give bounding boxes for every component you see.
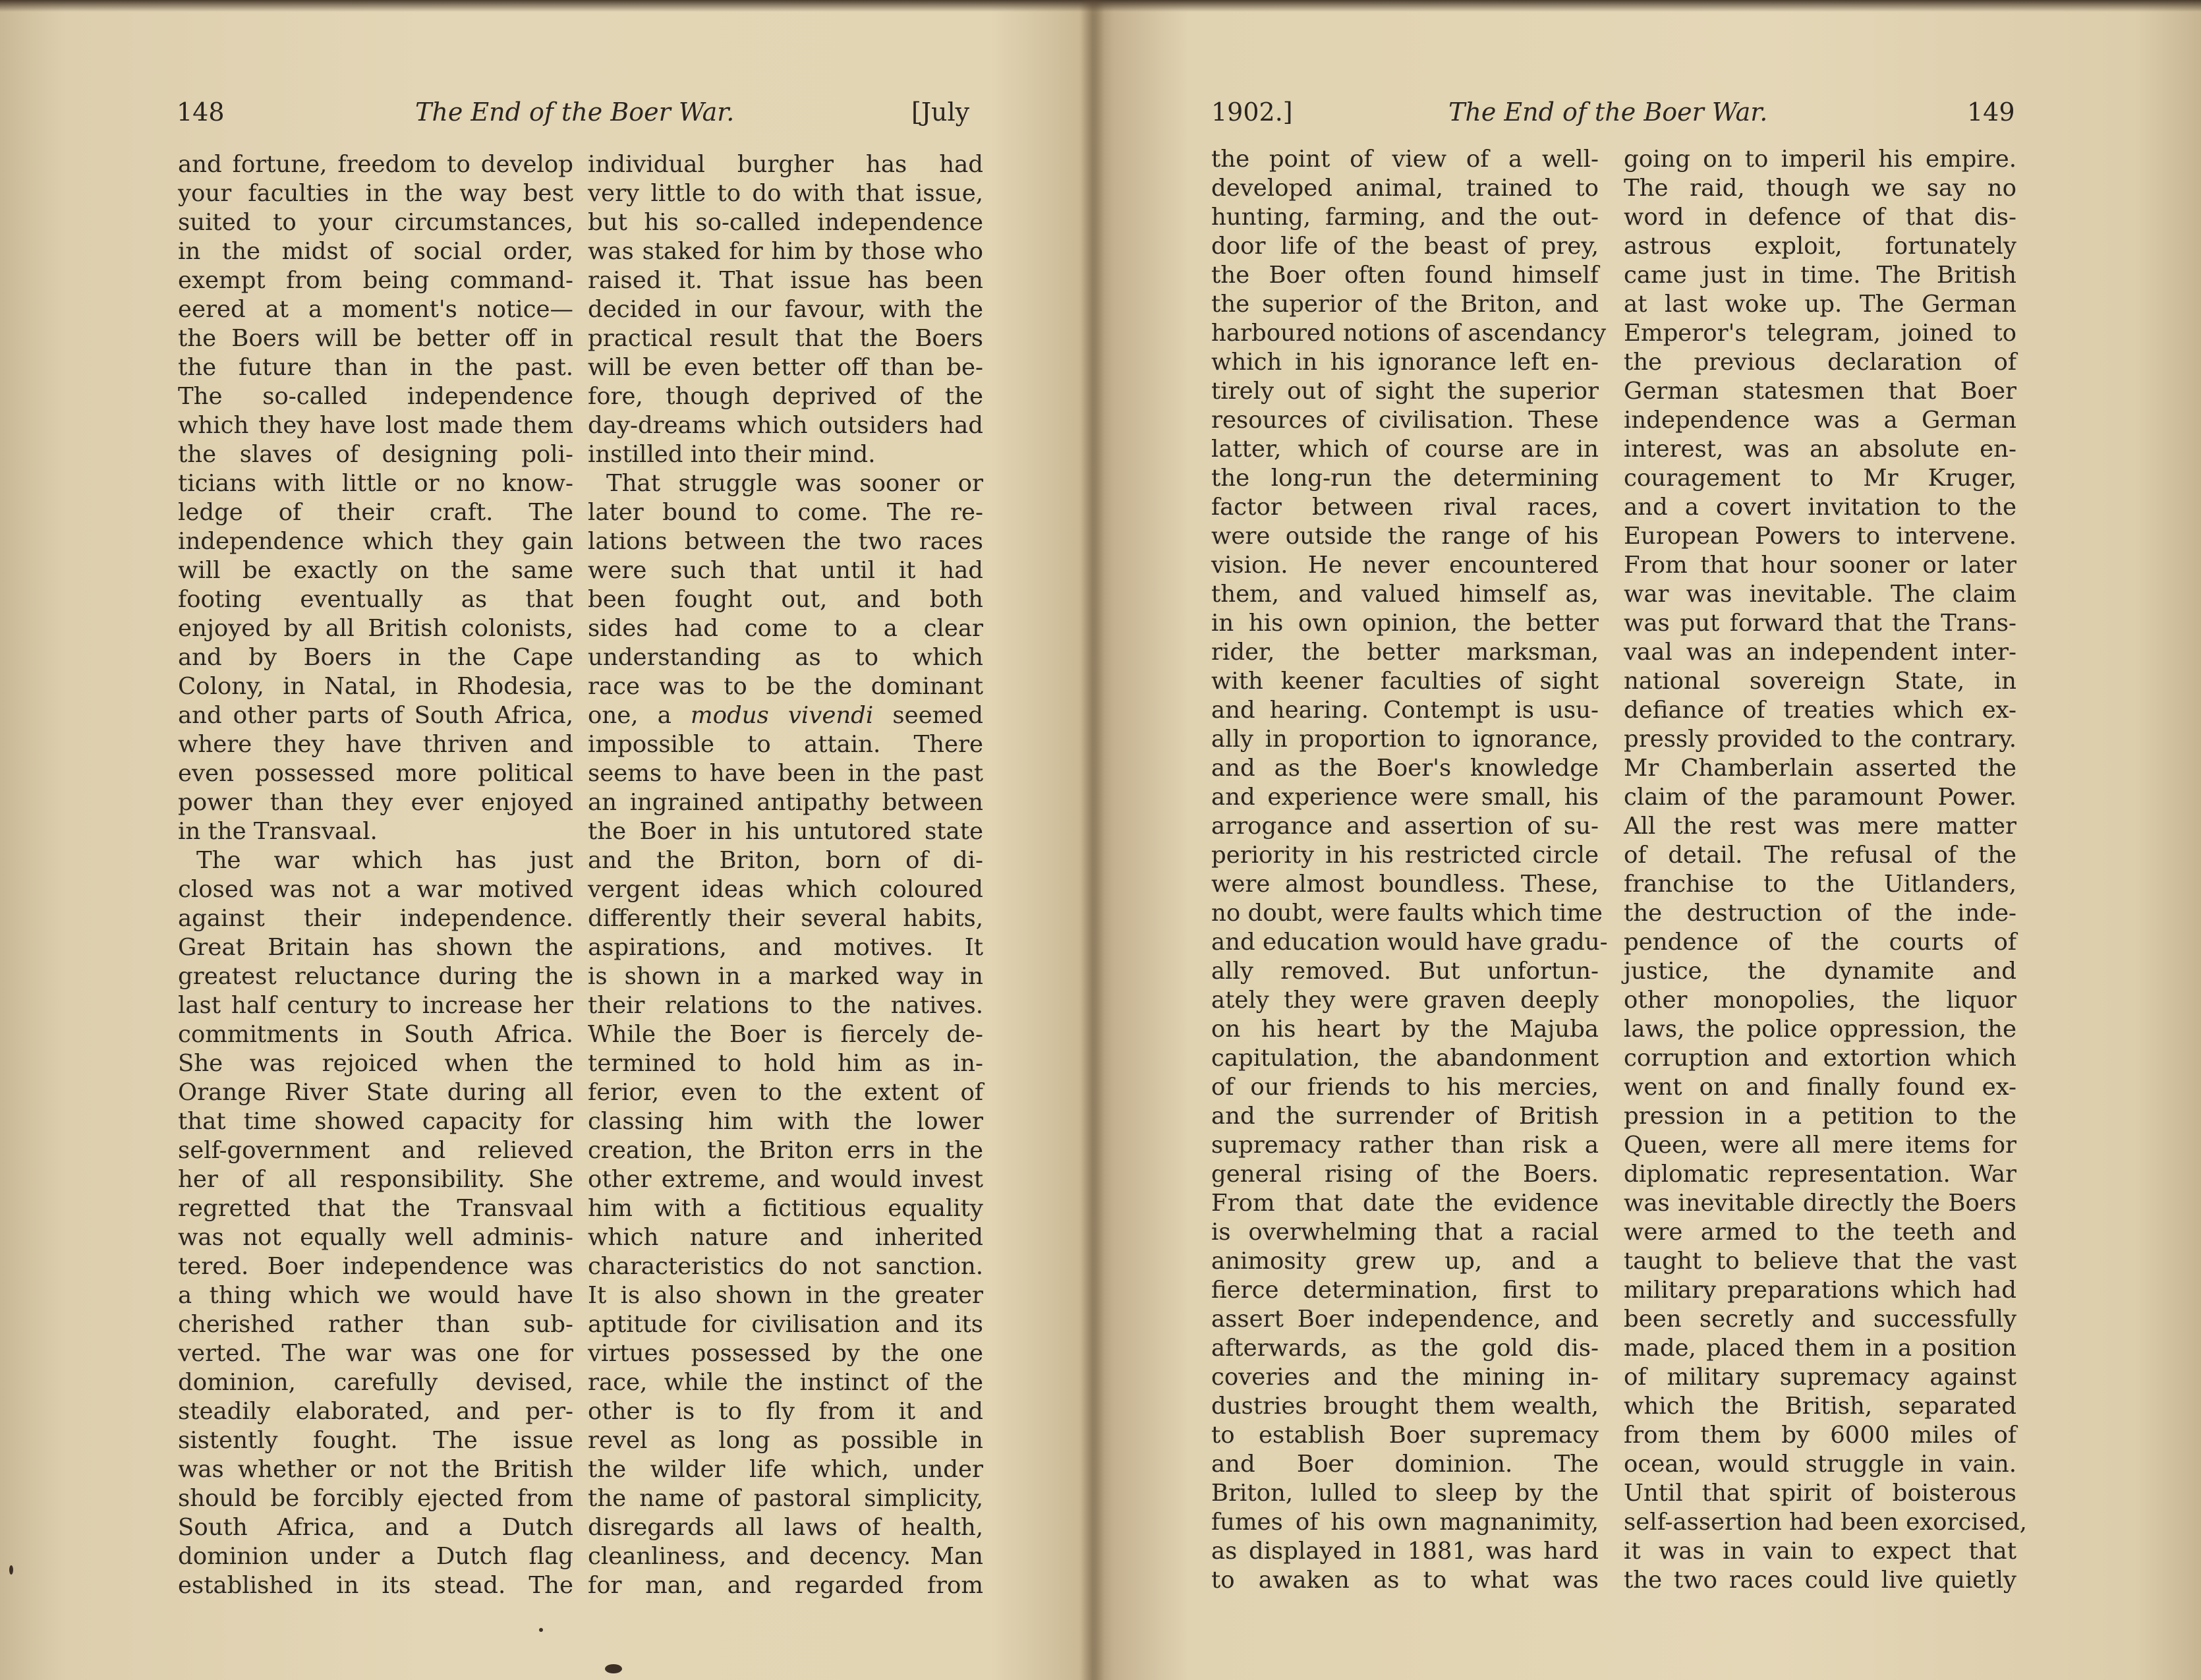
- text-line: the slaves of designing poli-: [178, 441, 573, 468]
- text-line: astrous exploit, fortunately: [1624, 233, 2016, 260]
- text-line: fumes of his own magnanimity,: [1211, 1509, 1599, 1536]
- text-line: ocean, would struggle in vain.: [1624, 1451, 2016, 1478]
- text-line: race was to be the dominant: [588, 673, 983, 700]
- text-line: as displayed in 1881, was hard: [1211, 1538, 1599, 1565]
- text-line: were armed to the teeth and: [1624, 1219, 2016, 1246]
- text-line: which they have lost made them: [178, 412, 573, 439]
- text-line: the Boer often found himself: [1211, 262, 1599, 289]
- text-line: for man, and regarded from: [588, 1572, 983, 1599]
- text-line: made, placed them in a position: [1624, 1335, 2016, 1362]
- text-line: greatest reluctance during the: [178, 963, 573, 990]
- text-line: independence was a German: [1624, 407, 2016, 434]
- text-line: of our friends to his mercies,: [1211, 1074, 1599, 1101]
- text-line: self-assertion had been exorcised,: [1624, 1509, 2027, 1536]
- text-line: word in defence of that dis-: [1624, 204, 2016, 231]
- text-line: seems to have been in the past: [588, 760, 983, 787]
- text-line: coveries and the mining in-: [1211, 1364, 1599, 1391]
- text-line: ately they were graven deeply: [1211, 987, 1599, 1014]
- text-line: the wilder life which, under: [588, 1456, 983, 1483]
- text-line: should be forcibly ejected from: [178, 1485, 573, 1512]
- text-line: ledge of their craft. The: [178, 499, 573, 526]
- right-running-title: The End of the Boer War.: [1448, 98, 1768, 127]
- text-line: fore, though deprived of the: [588, 383, 983, 410]
- text-line: the Boers will be better off in: [178, 325, 573, 352]
- text-line: the future than in the past.: [178, 354, 573, 381]
- text-line: harboured notions of ascendancy: [1211, 320, 1607, 347]
- text-line: him with a fictitious equality: [588, 1195, 983, 1222]
- text-line: factor between rival races,: [1211, 494, 1599, 521]
- text-line: where they have thriven and: [178, 731, 573, 758]
- text-line: and Boer dominion. The: [1211, 1451, 1599, 1478]
- right-running-date: 1902.]: [1211, 98, 1293, 127]
- text-line: the point of view of a well-: [1211, 146, 1599, 173]
- text-line: door life of the beast of prey,: [1211, 233, 1599, 260]
- text-line: aptitude for civilisation and its: [588, 1311, 983, 1338]
- text-line: interest, was an absolute en-: [1624, 436, 2016, 463]
- text-line: the destruction of the inde-: [1624, 900, 2016, 927]
- text-line: raised it. That issue has been: [588, 267, 983, 294]
- text-line: lations between the two races: [588, 528, 983, 555]
- text-line: diplomatic representation. War: [1624, 1161, 2016, 1188]
- left-page-number: 148: [177, 98, 225, 127]
- text-line: The so-called independence: [178, 383, 573, 410]
- text-line: at last woke up. The German: [1624, 291, 2016, 318]
- left-page-column-2: [588, 150, 983, 1600]
- text-line: independence which they gain: [178, 528, 573, 555]
- text-line: She was rejoiced when the: [178, 1050, 573, 1077]
- text-line: Emperor's telegram, joined to: [1624, 320, 2016, 347]
- text-line: The war which has just: [196, 847, 573, 874]
- text-line: Briton, lulled to sleep by the: [1211, 1480, 1599, 1507]
- text-line: them, and valued himself as,: [1211, 581, 1599, 608]
- text-line: vaal was an independent inter-: [1624, 639, 2016, 666]
- text-line: European Powers to intervene.: [1624, 523, 2016, 550]
- text-line: on his heart by the Majuba: [1211, 1016, 1599, 1043]
- text-line: franchise to the Uitlanders,: [1624, 871, 2016, 898]
- text-line: Queen, were all mere items for: [1624, 1132, 2016, 1159]
- text-line: came just in time. The British: [1624, 262, 2016, 289]
- left-running-head: [177, 98, 977, 137]
- text-line: South Africa, and a Dutch: [178, 1514, 573, 1541]
- text-line: defiance of treaties which ex-: [1624, 697, 2016, 724]
- text-line: to awaken as to what was: [1211, 1567, 1599, 1594]
- ink-speck: [9, 1565, 13, 1575]
- text-line: characteristics do not sanction.: [588, 1253, 983, 1280]
- text-line: enjoyed by all British colonists,: [178, 615, 573, 642]
- text-line: the previous declaration of: [1624, 349, 2016, 376]
- text-line: of military supremacy against: [1624, 1364, 2016, 1391]
- text-line: verted. The war was one for: [178, 1340, 573, 1367]
- text-line: even possessed more political: [178, 760, 573, 787]
- text-line: which the British, separated: [1624, 1393, 2016, 1420]
- text-line: in his own opinion, the better: [1211, 610, 1599, 637]
- left-page-column-1: [178, 150, 573, 1600]
- text-line: and fortune, freedom to develop: [178, 151, 573, 178]
- text-line: ticians with little or no know-: [178, 470, 573, 497]
- text-line: sistently fought. The issue: [178, 1427, 573, 1454]
- text-line: later bound to come. The re-: [588, 499, 983, 526]
- text-line: were outside the range of his: [1211, 523, 1599, 550]
- text-line: Colony, in Natal, in Rhodesia,: [178, 673, 573, 700]
- text-line: sides had come to a clear: [588, 615, 983, 642]
- text-line: dominion, carefully devised,: [178, 1369, 573, 1396]
- text-line: the name of pastoral simplicity,: [588, 1485, 983, 1512]
- text-line: your faculties in the way best: [178, 180, 573, 207]
- text-line: The raid, though we say no: [1624, 175, 2016, 202]
- text-line: was staked for him by those who: [588, 238, 983, 265]
- text-line: pressly provided to the contrary.: [1624, 726, 2016, 753]
- text-line: Orange River State during all: [178, 1079, 573, 1106]
- text-line: the Boer in his untutored state: [588, 818, 983, 845]
- text-line: taught to believe that the vast: [1624, 1248, 2016, 1275]
- text-line: self-government and relieved: [178, 1137, 573, 1164]
- text-line: dustries brought them wealth,: [1211, 1393, 1599, 1420]
- text-line: were such that until it had: [588, 557, 983, 584]
- text-line: with keener faculties of sight: [1211, 668, 1599, 695]
- text-line: arrogance and assertion of su-: [1211, 813, 1599, 840]
- text-line: against their independence.: [178, 905, 573, 932]
- text-line: and other parts of South Africa,: [178, 702, 573, 729]
- text-line: race, while the instinct of the: [588, 1369, 983, 1396]
- text-line: creation, the Briton errs in the: [588, 1137, 983, 1164]
- text-line: fierce determination, first to: [1211, 1277, 1599, 1304]
- text-line: Until that spirit of boisterous: [1624, 1480, 2016, 1507]
- text-line: the two races could live quietly: [1624, 1567, 2016, 1594]
- text-line: cherished rather than sub-: [178, 1311, 573, 1338]
- text-line: war was inevitable. The claim: [1624, 581, 2016, 608]
- text-line: will be even better off than be-: [588, 354, 983, 381]
- text-line: and by Boers in the Cape: [178, 644, 573, 671]
- text-line: will be exactly on the same: [178, 557, 573, 584]
- text-line: of detail. The refusal of the: [1624, 842, 2016, 869]
- text-line: From that hour sooner or later: [1624, 552, 2016, 579]
- text-line: in the Transvaal.: [178, 818, 378, 845]
- text-line: day-dreams which outsiders had: [588, 412, 983, 439]
- text-line: virtues possessed by the one: [588, 1340, 983, 1367]
- text-line: from them by 6000 miles of: [1624, 1422, 2016, 1449]
- ink-speck: [539, 1628, 543, 1632]
- text-line: was not equally well adminis-: [178, 1224, 573, 1251]
- text-line: developed animal, trained to: [1211, 175, 1599, 202]
- text-line: other monopolies, the liquor: [1624, 987, 2016, 1014]
- text-line: understanding as to which: [588, 644, 983, 671]
- text-line: claim of the paramount Power.: [1624, 784, 2016, 811]
- text-line: disregards all laws of health,: [588, 1514, 983, 1541]
- text-line: was inevitable directly the Boers: [1624, 1190, 2016, 1217]
- text-line: pendence of the courts of: [1624, 929, 2016, 956]
- text-line: supremacy rather than risk a: [1211, 1132, 1599, 1159]
- text-line: went on and finally found ex-: [1624, 1074, 2016, 1101]
- text-line: going on to imperil his empire.: [1624, 146, 2016, 173]
- text-line: hunting, farming, and the out-: [1211, 204, 1599, 231]
- text-line: is shown in a marked way in: [588, 963, 983, 990]
- text-line: justice, the dynamite and: [1624, 958, 2016, 985]
- text-line: animosity grew up, and a: [1211, 1248, 1599, 1275]
- text-line: aspirations, and motives. It: [588, 934, 983, 961]
- text-line: but his so-called independence: [588, 209, 983, 236]
- text-line: were almost boundless. These,: [1211, 871, 1599, 898]
- text-line: and experience were small, his: [1211, 784, 1599, 811]
- text-line: impossible to attain. There: [588, 731, 983, 758]
- text-line: their relations to the natives.: [588, 992, 983, 1019]
- text-line: decided in our favour, with the: [588, 296, 983, 323]
- text-line: it was in vain to expect that: [1624, 1538, 2016, 1565]
- text-line: differently their several habits,: [588, 905, 983, 932]
- text-line: very little to do with that issue,: [588, 180, 983, 207]
- text-line: ferior, even to the extent of: [588, 1079, 983, 1106]
- text-line: German statesmen that Boer: [1624, 378, 2016, 405]
- text-line: dominion under a Dutch flag: [178, 1543, 573, 1570]
- text-line: been secretly and successfully: [1624, 1306, 2016, 1333]
- text-line: is overwhelming that a racial: [1211, 1219, 1599, 1246]
- right-running-head: [1211, 98, 2016, 137]
- text-line: no doubt, were faults which time: [1211, 900, 1603, 927]
- text-line: cleanliness, and decency. Man: [588, 1543, 983, 1570]
- text-line: steadily elaborated, and per-: [178, 1398, 573, 1425]
- text-line: laws, the police oppression, the: [1624, 1016, 2016, 1043]
- text-line: resources of civilisation. These: [1211, 407, 1599, 434]
- text-line: that time showed capacity for: [178, 1108, 573, 1135]
- text-line: revel as long as possible in: [588, 1427, 983, 1454]
- text-line: national sovereign State, in: [1624, 668, 2016, 695]
- text-line: a thing which we would have: [178, 1282, 573, 1309]
- text-line: All the rest was mere matter: [1624, 813, 2016, 840]
- text-line: tered. Boer independence was: [178, 1253, 573, 1280]
- text-line: instilled into their mind.: [588, 441, 876, 468]
- text-line: It is also shown in the greater: [588, 1282, 983, 1309]
- text-line: which in his ignorance left en-: [1211, 349, 1599, 376]
- text-line: vision. He never encountered: [1211, 552, 1599, 579]
- text-line: termined to hold him as in-: [588, 1050, 983, 1077]
- text-line: corruption and extortion which: [1624, 1045, 2016, 1072]
- text-line: an ingrained antipathy between: [588, 789, 983, 816]
- text-line: one, a modus vivendi seemed: [588, 702, 983, 729]
- right-page-column-2: [1624, 145, 2027, 1595]
- text-line: last half century to increase her: [178, 992, 573, 1019]
- text-line: the superior of the Briton, and: [1211, 291, 1599, 318]
- text-line: assert Boer independence, and: [1211, 1306, 1599, 1333]
- text-line: While the Boer is fiercely de-: [588, 1021, 983, 1048]
- text-line: and a covert invitation to the: [1624, 494, 2016, 521]
- text-line: established in its stead. The: [178, 1572, 573, 1599]
- text-line: in the midst of social order,: [178, 238, 573, 265]
- text-line: rider, the better marksman,: [1211, 639, 1599, 666]
- text-line: her of all responsibility. She: [178, 1166, 573, 1193]
- text-line: Great Britain has shown the: [178, 934, 573, 961]
- text-line: eered at a moment's notice—: [178, 296, 573, 323]
- text-line: and hearing. Contempt is usu-: [1211, 697, 1599, 724]
- text-line: been fought out, and both: [588, 586, 983, 613]
- text-line: ally removed. But unfortun-: [1211, 958, 1599, 985]
- text-line: military preparations which had: [1624, 1277, 2016, 1304]
- text-line: and the surrender of British: [1211, 1103, 1599, 1130]
- left-running-title: The End of the Boer War.: [415, 98, 735, 127]
- text-line: and as the Boer's knowledge: [1211, 755, 1599, 782]
- text-line: general rising of the Boers.: [1211, 1161, 1599, 1188]
- text-line: afterwards, as the gold dis-: [1211, 1335, 1599, 1362]
- text-line: was put forward that the Trans-: [1624, 610, 2016, 637]
- text-line: other is to fly from it and: [588, 1398, 983, 1425]
- book-gutter: [1081, 0, 1104, 1680]
- text-line: From that date the evidence: [1211, 1190, 1599, 1217]
- right-page-column-1: [1211, 145, 1608, 1595]
- text-line: capitulation, the abandonment: [1211, 1045, 1599, 1072]
- text-line: closed was not a war motived: [178, 876, 573, 903]
- text-line: other extreme, and would invest: [588, 1166, 983, 1193]
- text-line: the long-run the determining: [1211, 465, 1599, 492]
- left-running-date: [July: [911, 98, 970, 127]
- text-line: commitments in South Africa.: [178, 1021, 573, 1048]
- text-line: pression in a petition to the: [1624, 1103, 2016, 1130]
- text-line: individual burgher has had: [588, 151, 983, 178]
- text-line: was whether or not the British: [178, 1456, 573, 1483]
- text-line: tirely out of sight the superior: [1211, 378, 1599, 405]
- text-line: suited to your circumstances,: [178, 209, 573, 236]
- text-line: which nature and inherited: [588, 1224, 983, 1251]
- text-line: periority in his restricted circle: [1211, 842, 1599, 869]
- text-line: exempt from being command-: [178, 267, 573, 294]
- ink-blot: [605, 1664, 622, 1673]
- text-line: to establish Boer supremacy: [1211, 1422, 1599, 1449]
- text-line: vergent ideas which coloured: [588, 876, 983, 903]
- right-page-number: 149: [1967, 98, 2015, 127]
- text-line: practical result that the Boers: [588, 325, 983, 352]
- text-line: and the Briton, born of di-: [588, 847, 983, 874]
- text-line: couragement to Mr Kruger,: [1624, 465, 2016, 492]
- text-line: power than they ever enjoyed: [178, 789, 573, 816]
- text-line: classing him with the lower: [588, 1108, 983, 1135]
- text-line: regretted that the Transvaal: [178, 1195, 573, 1222]
- text-line: ally in proportion to ignorance,: [1211, 726, 1599, 753]
- text-line: That struggle was sooner or: [606, 470, 983, 497]
- text-line: footing eventually as that: [178, 586, 573, 613]
- text-line: and education would have gradu-: [1211, 929, 1608, 956]
- text-line: latter, which of course are in: [1211, 436, 1599, 463]
- text-line: Mr Chamberlain asserted the: [1624, 755, 2016, 782]
